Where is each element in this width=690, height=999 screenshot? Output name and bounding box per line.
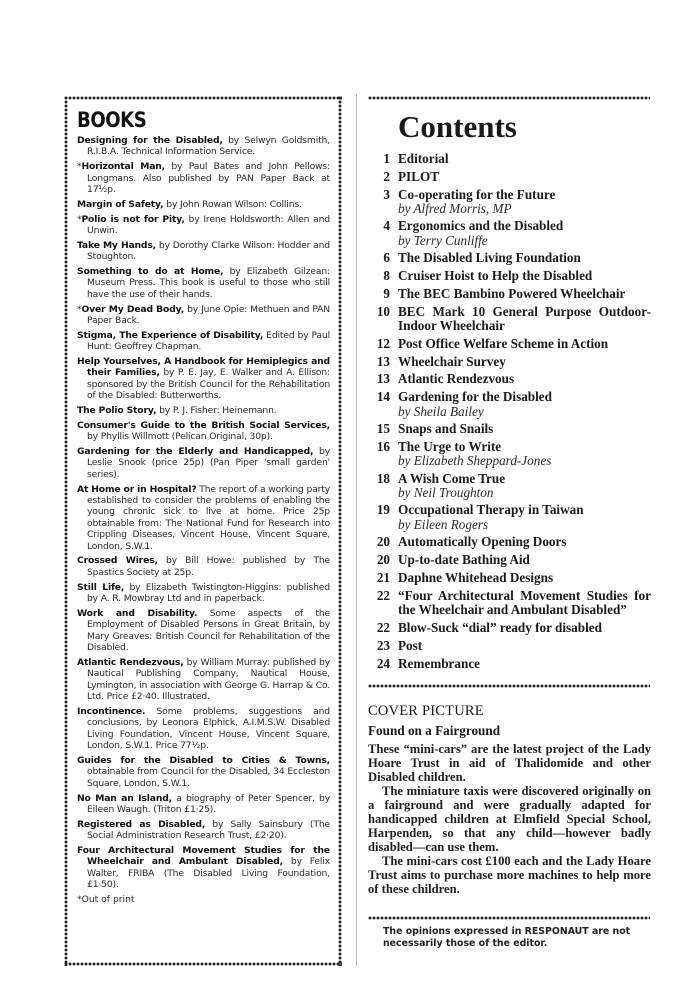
- cover-paragraph: These “mini-cars” are the latest project of the Lady Hoare Trust in aid of Thalidomide and other Disabled children.: [368, 742, 651, 785]
- toc-page-number: 1: [383, 151, 390, 166]
- toc-article-title: PILOT: [398, 168, 440, 184]
- toc-page-number: 9: [383, 285, 390, 301]
- toc-page-number: 12: [376, 335, 390, 351]
- out-of-print-marker: *: [77, 161, 82, 173]
- toc-article-title: Gardening for the Disabled: [398, 389, 552, 405]
- toc-article-author: by Elizabeth Sheppard-Jones: [398, 453, 552, 469]
- toc-entry: [368, 355, 651, 370]
- book-title: No Man an Island,: [77, 792, 172, 804]
- toc-article-author: by Neil Troughton: [398, 485, 494, 501]
- book-title: At Home or in Hospital?: [77, 483, 197, 495]
- toc-entry: [368, 621, 651, 636]
- book-details: by Sally Sainsbury (The Social Administration Research Trust, £2·20).: [87, 818, 330, 842]
- books-border-right: [338, 96, 342, 966]
- book-details: by June Opie: Methuen and PAN Paper Back.: [87, 303, 330, 327]
- toc-article-title: Atlantic Rendezvous: [398, 371, 515, 387]
- book-title: Registered as Disabled,: [77, 818, 206, 830]
- toc-page-number: 15: [376, 421, 390, 437]
- book-entry: [77, 819, 330, 842]
- book-entry: [77, 356, 330, 402]
- book-entry: [77, 330, 330, 353]
- book-entry: [77, 304, 330, 327]
- toc-page-number: 23: [376, 637, 390, 653]
- book-details: by Elizabeth Gilzean: Museum Press. This book is useful to those who still have the use of their hands.: [87, 266, 330, 300]
- toc-article-author: by Alfred Morris, MP: [398, 201, 512, 217]
- book-entry: [77, 446, 330, 480]
- book-details: by Paul Bates and John Pellows: Longmans. Also published by PAN Paper Back at 17½p.: [87, 161, 330, 196]
- toc-article-title: Co-operating for the Future: [398, 186, 556, 202]
- toc-article-title: Cruiser Hoist to Help the Disabled: [398, 267, 593, 283]
- book-entry: [77, 199, 330, 210]
- toc-article-title: Remembrance: [398, 655, 481, 671]
- toc-article-title: The Urge to Write: [398, 438, 502, 454]
- book-title: Take My Hands,: [77, 239, 157, 251]
- toc-entry: [368, 657, 651, 672]
- book-title: Work and Disability.: [77, 607, 198, 619]
- book-entry: [77, 706, 330, 752]
- book-title: Help Yourselves, A Handbook for Hemiplegics and their Families,: [77, 356, 330, 379]
- toc-entry: [368, 472, 651, 501]
- cover-paragraph: The miniature taxis were discovered originally on a fairground and were gradually adapted for handicapped children at Elmfield Special School, Harpenden, so that any child—however badly disabled—can use them.: [368, 784, 651, 855]
- out-of-print-marker: *: [77, 213, 82, 225]
- book-details: by Bill Howe: published by The Spastics Society at 25p.: [87, 555, 330, 578]
- book-entry: [77, 582, 330, 605]
- cover-picture-section: [368, 703, 651, 896]
- book-details: by P. E. Jay, E. Walker and A. Ellison: sponsored by the British Council for the Rehabilitation of the Disabled: Butterworths.: [87, 367, 330, 402]
- book-entry: [77, 266, 330, 300]
- toc-article-title: Editorial: [398, 151, 449, 166]
- book-title: Polio is not for Pity,: [81, 213, 185, 225]
- toc-page-number: 18: [376, 470, 390, 486]
- book-title: Horizontal Man,: [81, 161, 166, 173]
- contents-column: [368, 96, 651, 949]
- book-details: by P. J. Fisher: Heinemann.: [156, 405, 277, 417]
- toc-entry: [368, 269, 651, 284]
- toc-entry: [368, 188, 651, 217]
- cover-paragraph: The mini-cars cost £100 each and the Lady Hoare Trust aims to purchase more machines to help more of these children.: [368, 854, 651, 897]
- contents-top-rule: [368, 96, 650, 100]
- book-details: by Felix Walter, FRIBA (The Disabled Living Foundation, £1·50).: [87, 856, 330, 891]
- toc-article-title: “Four Architectural Movement Studies for the Wheelchair and Ambulant Disabled”: [398, 587, 651, 618]
- editorial-disclaimer: The opinions expressed in RESPONAUT are not necessarily those of the editor.: [383, 926, 631, 949]
- column-divider: [356, 94, 357, 966]
- toc-article-title: The BEC Bambino Powered Wheelchair: [398, 285, 626, 301]
- toc-article-title: A Wish Come True: [398, 470, 506, 486]
- book-entry: [77, 657, 330, 703]
- toc-article-title: Post: [398, 637, 423, 653]
- toc-page-number: 20: [376, 552, 390, 568]
- toc-page-number: 22: [376, 619, 390, 635]
- toc-article-title: Post Office Welfare Scheme in Action: [398, 335, 609, 351]
- book-details: by Irene Holdsworth: Allen and Unwin.: [87, 213, 330, 237]
- out-of-print-footnote: *Out of print: [77, 893, 135, 905]
- cover-divider-rule: [368, 684, 650, 688]
- disclaimer-divider-rule: [368, 916, 650, 920]
- toc-entry: [368, 170, 651, 185]
- toc-page-number: 2: [383, 168, 390, 184]
- toc-page-number: 24: [376, 655, 390, 671]
- toc-article-title: Up-to-date Bathing Aid: [398, 552, 530, 568]
- toc-entry: [368, 337, 651, 352]
- book-entry: [77, 608, 330, 654]
- toc-page-number: 22: [376, 587, 390, 603]
- cover-picture-heading: COVER PICTURE: [368, 703, 484, 720]
- toc-page-number: 21: [376, 569, 390, 585]
- toc-article-title: Daphne Whitehead Designs: [398, 569, 554, 585]
- toc-entry: [368, 535, 651, 550]
- book-details: by Dorothy Clarke Wilson: Hodder and Stoughton.: [87, 239, 330, 263]
- out-of-print-marker: *: [77, 303, 82, 315]
- book-title: Stigma, The Experience of Disability,: [77, 329, 264, 341]
- toc-page-number: 6: [383, 250, 390, 266]
- book-title: Consumer's Guide to the British Social Services,: [77, 419, 330, 431]
- toc-entry: [368, 219, 651, 248]
- toc-page-number: 10: [376, 303, 390, 319]
- toc-entry: [368, 571, 651, 586]
- toc-article-author: by Terry Cunliffe: [398, 232, 488, 248]
- book-details: by Elizabeth Twistington-Higgins: published by A. R. Mowbray Ltd and in paperback.: [87, 581, 330, 605]
- book-details: by John Rowan Wilson: Collins.: [163, 198, 302, 210]
- book-title: Margin of Safety,: [77, 198, 164, 210]
- toc-entry: [368, 639, 651, 654]
- toc-page-number: 14: [376, 389, 390, 405]
- book-title: Still Life,: [77, 581, 125, 593]
- book-entry: [77, 555, 330, 578]
- toc-article-title: Snaps and Snails: [398, 421, 494, 437]
- toc-page-number: 13: [376, 371, 390, 387]
- books-border-top: [64, 96, 342, 100]
- books-section: [64, 96, 342, 966]
- toc-article-title: The Disabled Living Foundation: [398, 250, 581, 266]
- book-entry: [77, 405, 330, 416]
- book-details: obtainable from Council for the Disabled, 34 Eccleston Square, London, S.W.1.: [87, 766, 330, 789]
- book-entry: [77, 755, 330, 789]
- book-title: Something to do at Home,: [77, 266, 224, 278]
- book-details: Some aspects of the Employment of Disabled Persons in Great Britain, by Mary Greaves: British Council for Rehabilitation of the Disabled.: [87, 607, 331, 654]
- toc-article-title: Ergonomics and the Disabled: [398, 218, 564, 234]
- book-entry: [77, 135, 330, 158]
- book-entry: [77, 484, 330, 552]
- toc-article-title: Occupational Therapy in Taiwan: [398, 502, 584, 518]
- toc-page-number: 16: [376, 438, 390, 454]
- toc-entry: [368, 503, 651, 532]
- book-title: Over My Dead Body,: [81, 303, 185, 315]
- toc-entry: [368, 553, 651, 568]
- books-border-left: [64, 96, 68, 966]
- book-details: a biography of Peter Spencer, by Eileen Waugh. (Triton £1·25).: [87, 792, 331, 815]
- book-details: by Leslie Snook (price 25p) (Pan Piper 'small garden' series).: [87, 446, 330, 480]
- toc-page-number: 4: [383, 218, 390, 234]
- book-title: Atlantic Rendezvous,: [77, 656, 184, 668]
- toc-entry: [368, 305, 651, 334]
- book-details: by Selwyn Goldsmith, R.I.B.A. Technical Information Service.: [87, 135, 330, 158]
- book-details: Edited by Paul Hunt: Geoffrey Chapman.: [87, 329, 330, 353]
- book-details: by Phyllis Willmott (Pelican Original, 30p).: [87, 431, 273, 443]
- toc-page-number: 13: [376, 353, 390, 369]
- toc-entry: [368, 287, 651, 302]
- toc-entry: [368, 372, 651, 387]
- toc-article-title: BEC Mark 10 General Purpose Outdoor-Indoor Wheelchair: [398, 303, 651, 334]
- toc-page-number: 8: [383, 267, 390, 283]
- toc-page-number: 20: [376, 534, 390, 550]
- toc-entry: [368, 251, 651, 266]
- toc-article-author: by Eileen Rogers: [398, 516, 489, 532]
- book-entry: [77, 161, 330, 195]
- toc-article-title: Blow-Suck “dial” ready for disabled: [398, 619, 602, 635]
- book-entry: [77, 793, 330, 816]
- book-title: Designing for the Disabled,: [77, 135, 223, 146]
- toc-entry: [368, 422, 651, 437]
- books-border-bottom: [64, 962, 342, 966]
- toc-entry: [368, 440, 651, 469]
- book-title: Crossed Wires,: [77, 555, 158, 567]
- toc-entry: [368, 152, 651, 167]
- toc-article-title: Automatically Opening Doors: [398, 534, 567, 550]
- toc-entry: [368, 589, 651, 618]
- book-title: The Polio Story,: [77, 405, 157, 417]
- book-details: by William Murray: published by Nautical Publishing Company, Nautical House, Lymington, in association with George G. Harrap & Co. Ltd. Price £2·40. Illustrated.: [87, 656, 330, 703]
- book-entry: [77, 240, 330, 263]
- contents-heading: Contents: [398, 109, 517, 144]
- toc-article-title: Wheelchair Survey: [398, 353, 506, 369]
- book-title: Four Architectural Movement Studies for the Wheelchair and Ambulant Disabled,: [77, 844, 330, 868]
- book-title: Incontinence.: [77, 705, 146, 717]
- toc-article-author: by Sheila Bailey: [398, 403, 484, 419]
- book-entry: [77, 845, 330, 891]
- toc-entry: [368, 390, 651, 419]
- book-details: The report of a working party established to consider the problems of enabling the young chronic sick to live at home. Price 25p obtainable from: The National Fund for Research into Crippling Diseases, Vincent House, Vincent Square, London, S.W.1.: [87, 483, 330, 552]
- book-entry: [77, 214, 330, 237]
- book-list: [77, 135, 330, 891]
- toc-page-number: 3: [383, 186, 390, 202]
- book-details: Some problems, suggestions and conclusions, by Leonora Elphick, A.I.M.S.W. Disabled Living Foundation, Vincent House, Vincent Square, London, S.W.1. Price 77½p.: [87, 705, 330, 752]
- book-title: Gardening for the Elderly and Handicapped,: [77, 446, 314, 458]
- book-title: Guides for the Disabled to Cities & Towns,: [77, 754, 330, 766]
- book-entry: [77, 420, 330, 443]
- books-heading: BOOKS: [77, 108, 147, 132]
- table-of-contents: [368, 152, 651, 671]
- cover-picture-subheading: Found on a Fairground: [368, 723, 501, 739]
- toc-page-number: 19: [376, 502, 390, 518]
